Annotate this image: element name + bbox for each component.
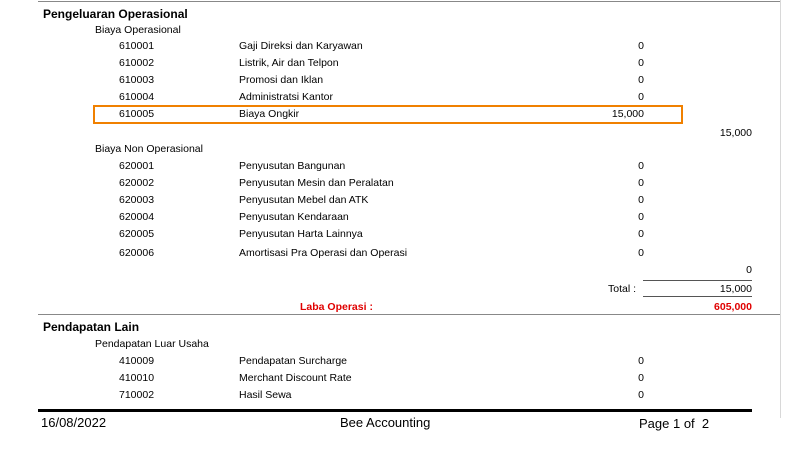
account-amount: 0: [638, 74, 644, 86]
account-code: 620004: [119, 211, 155, 223]
account-code: 620001: [119, 160, 155, 172]
top-rule: [38, 1, 780, 2]
account-name: Amortisasi Pra Operasi dan Operasi: [239, 247, 408, 259]
account-code: 620003: [119, 194, 155, 206]
account-name: Penyusutan Mebel dan ATK: [239, 194, 369, 206]
laba-operasi-label: Laba Operasi :: [300, 301, 373, 313]
account-amount: 15,000: [611, 108, 644, 120]
account-amount: 0: [638, 177, 644, 189]
account-code: 410009: [119, 355, 155, 367]
account-code: 610005: [119, 108, 155, 120]
account-code: 410010: [119, 372, 155, 384]
total-underline: [643, 296, 752, 297]
account-code: 610004: [119, 91, 155, 103]
account-name: Listrik, Air dan Telpon: [239, 57, 339, 69]
group-subtotal: 0: [746, 264, 752, 276]
account-amount: 0: [638, 228, 644, 240]
account-name: Pendapatan Surcharge: [239, 355, 347, 367]
laba-operasi-value: 605,000: [714, 301, 752, 313]
account-name: Promosi dan Iklan: [239, 74, 324, 86]
account-code: 610002: [119, 57, 155, 69]
account-code: 620005: [119, 228, 155, 240]
page-edge: [780, 0, 781, 418]
account-code: 610001: [119, 40, 155, 52]
account-amount: 0: [638, 211, 644, 223]
account-amount: 0: [638, 160, 644, 172]
section-title-opex: Pengeluaran Operasional: [43, 7, 188, 21]
account-amount: 0: [638, 247, 644, 259]
group-subtotal: 15,000: [719, 127, 752, 139]
account-name: Hasil Sewa: [239, 389, 292, 401]
footer-page-number: Page 1 of 2: [639, 416, 710, 431]
account-amount: 0: [638, 372, 644, 384]
total-value: 15,000: [719, 283, 752, 295]
footer-app-name: Bee Accounting: [340, 415, 431, 430]
account-amount: 0: [638, 355, 644, 367]
group-title: Biaya Operasional: [95, 24, 181, 36]
section-divider: [38, 314, 780, 315]
account-amount: 0: [638, 40, 644, 52]
account-name: Penyusutan Mesin dan Peralatan: [239, 177, 394, 189]
account-name: Administratsi Kantor: [239, 91, 333, 103]
account-code: 620002: [119, 177, 155, 189]
highlight-box: [93, 105, 683, 124]
account-code: 620006: [119, 247, 155, 259]
account-amount: 0: [638, 194, 644, 206]
account-amount: 0: [638, 91, 644, 103]
account-code: 710002: [119, 389, 155, 401]
account-name: Merchant Discount Rate: [239, 372, 352, 384]
footer-date: 16/08/2022: [41, 415, 107, 430]
account-code: 610003: [119, 74, 155, 86]
account-amount: 0: [638, 389, 644, 401]
account-name: Biaya Ongkir: [239, 108, 300, 120]
total-label: Total :: [608, 283, 637, 295]
group-title: Pendapatan Luar Usaha: [95, 338, 209, 350]
total-rule: [643, 280, 752, 281]
account-name: Penyusutan Bangunan: [239, 160, 346, 172]
section-title-other-income: Pendapatan Lain: [43, 320, 140, 334]
account-name: Penyusutan Kendaraan: [239, 211, 349, 223]
account-amount: 0: [638, 57, 644, 69]
account-name: Penyusutan Harta Lainnya: [239, 228, 363, 240]
footer-rule: [38, 409, 752, 412]
account-name: Gaji Direksi dan Karyawan: [239, 40, 363, 52]
group-title: Biaya Non Operasional: [95, 143, 203, 155]
